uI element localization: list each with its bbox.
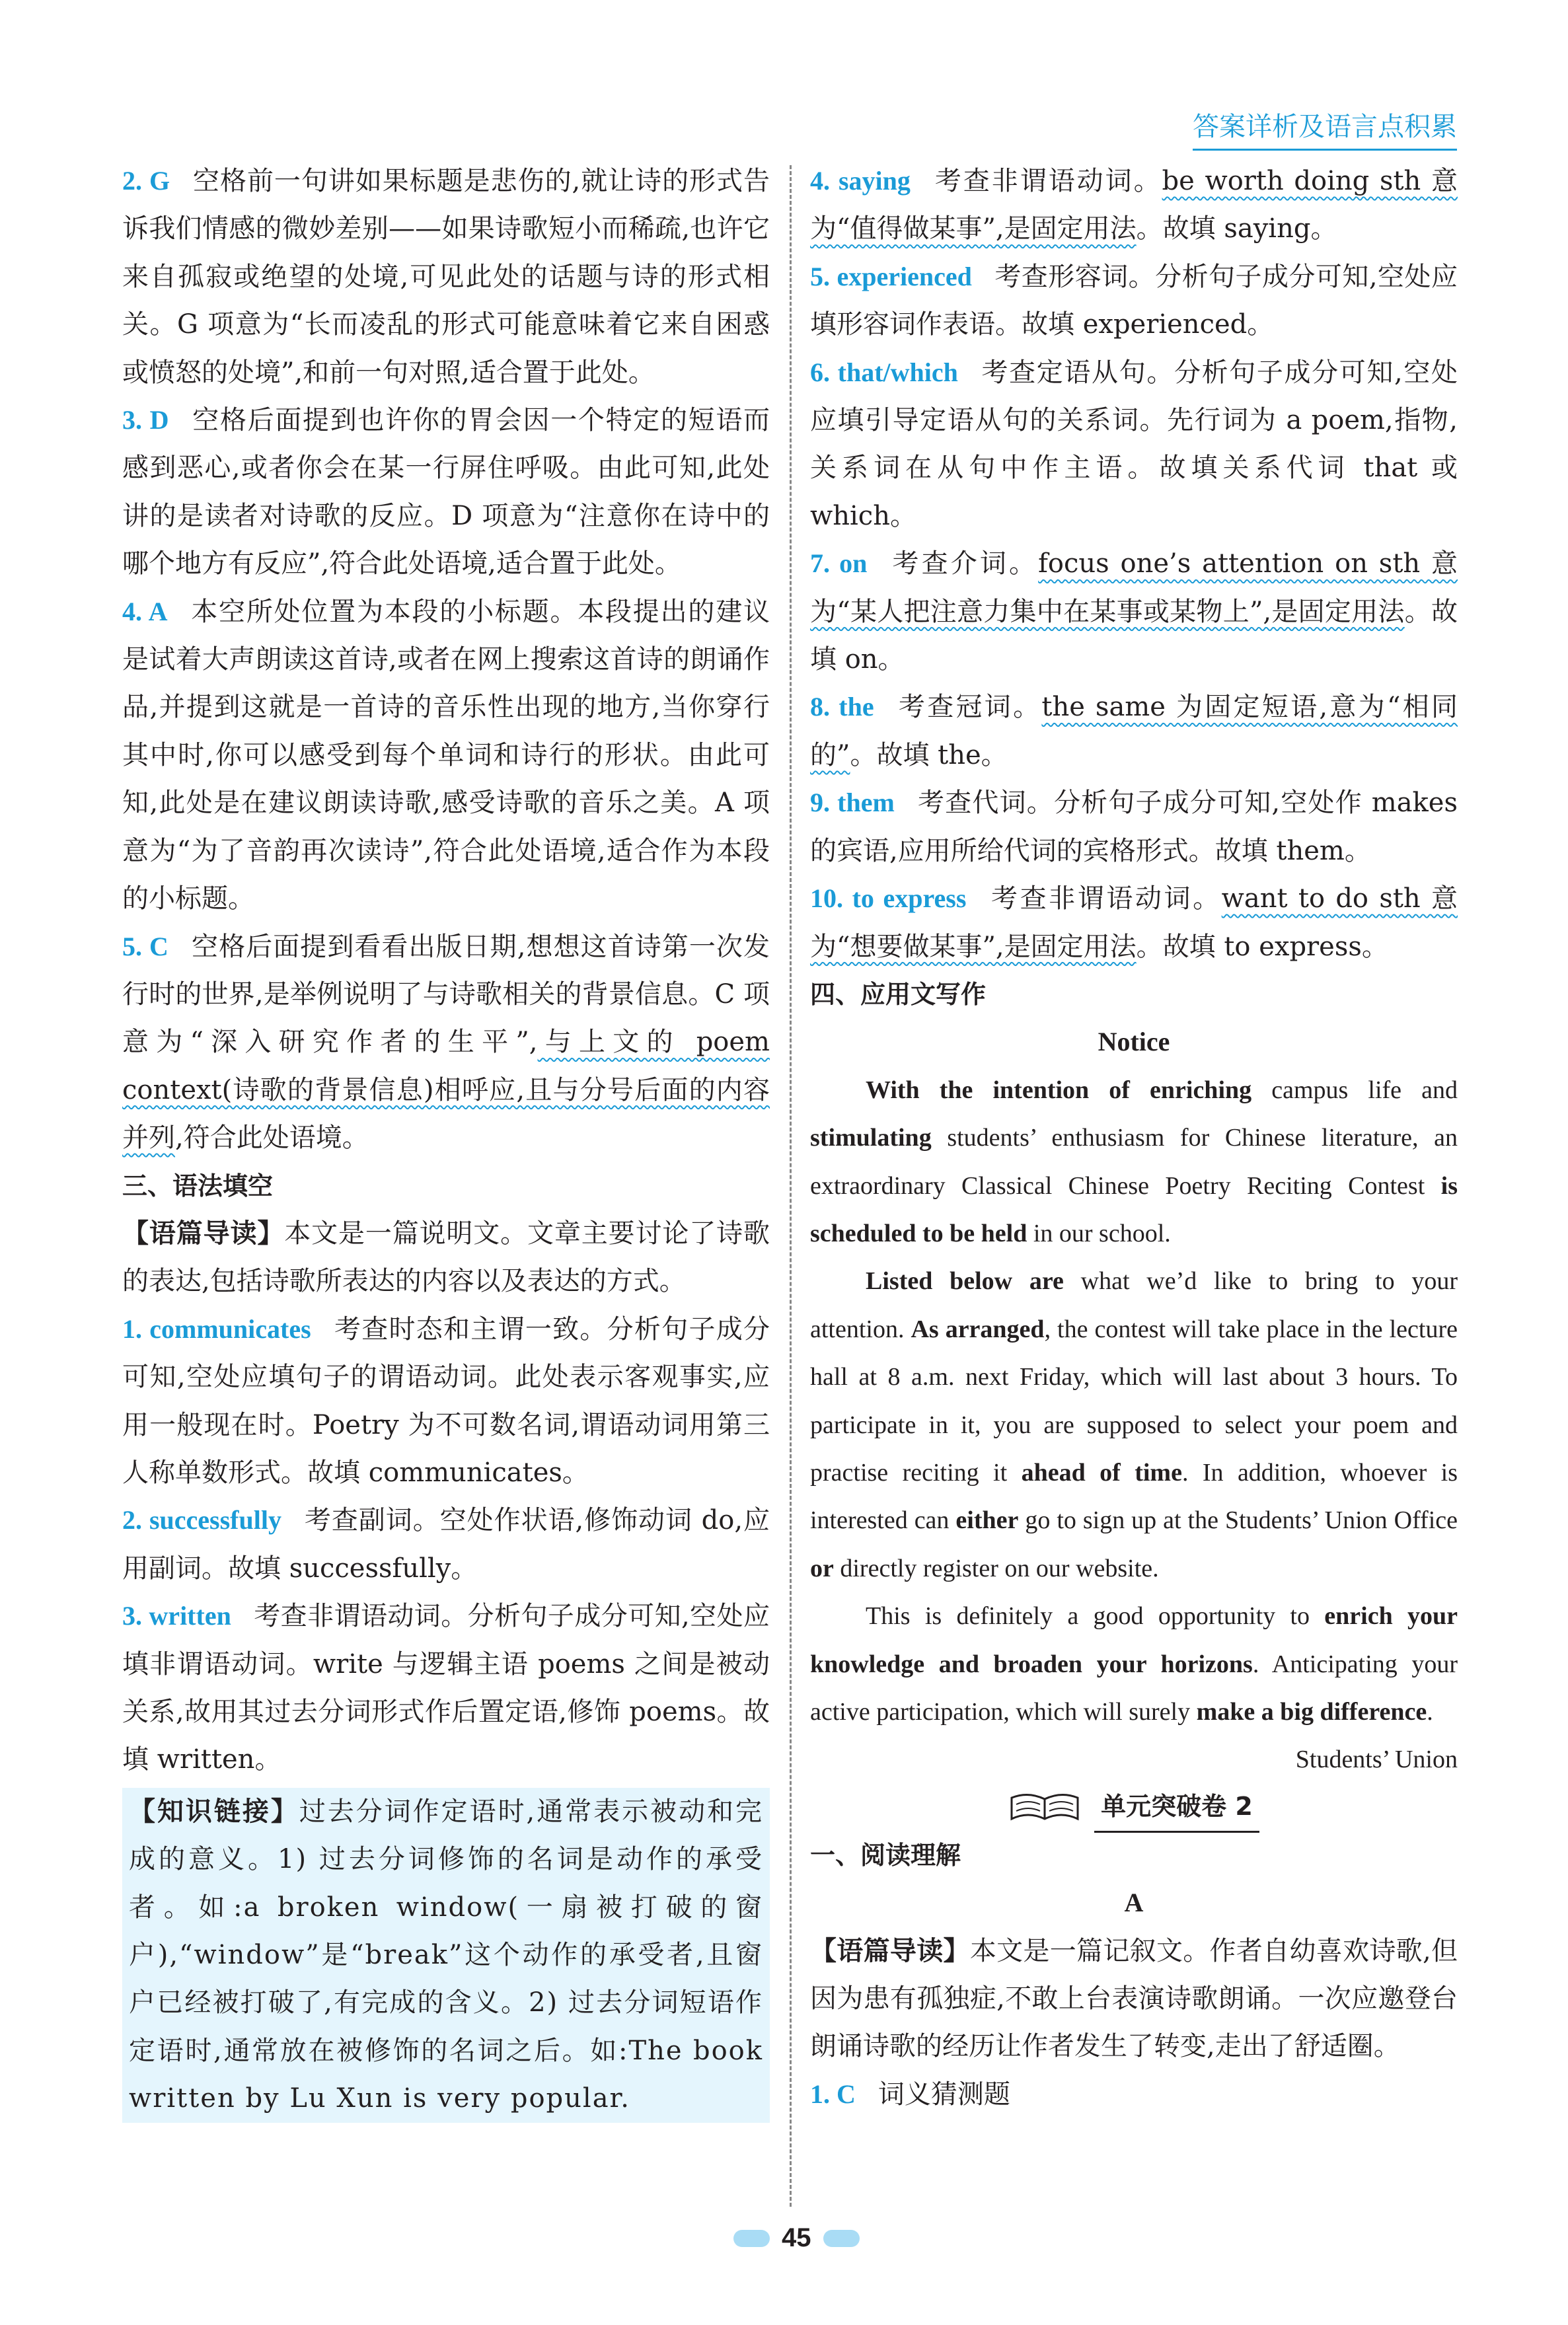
text: 空格后面提到看看出版日期,想想这首诗第一次发行时的世界,是举例说明了与诗歌相关的背景信息。C 项意为“深入研究作者的生平”, xyxy=(122,931,770,1058)
text: 考查冠词。 xyxy=(896,692,1042,723)
answer-label: 4. A xyxy=(122,596,168,626)
text: 。故填 the。 xyxy=(850,739,1008,770)
text: 考查非谓语动词。分析句子成分可知,空处应填非谓语动词。write 与逻辑主语 poems 之间是被动关系,故用其过去分词形式作后置定语,修饰 poems。故填 written。 xyxy=(122,1601,770,1775)
text: 过去分词作定语时,通常表示被动和完成的意义。1) 过去分词修饰的名词是动作的承受者。如:a broken window(一扇被打破的窗户),“window”是“break”这个动作的承受者,且窗户已经被打破了,有完成的含义。2) 过去分词短语作定语时,通常放在被修饰的名词之后。如:The book written by Lu Xun is very popular. xyxy=(129,1796,764,2114)
text: ,符合此处语境。 xyxy=(175,1123,369,1154)
answer-paragraph xyxy=(122,1592,770,1784)
answer-paragraph xyxy=(810,349,1458,540)
text: 词义猜测题 xyxy=(877,2079,1010,2110)
bold-text: enrich your knowledge and broaden your horizons xyxy=(810,1602,1458,1678)
text: 考查形容词。分析句子成分可知,空处应填形容词作表语。故填 experienced。 xyxy=(810,261,1458,340)
underlined-phrase: want to do sth 意为“想要做某事”,是固定用法 xyxy=(810,883,1458,962)
answer-label: 2. successfully xyxy=(122,1505,281,1535)
answer-paragraph xyxy=(122,1306,770,1497)
page-number: 45 xyxy=(782,2223,811,2252)
answer-label: 1. C xyxy=(810,2079,856,2109)
answer-label: 5. C xyxy=(122,931,168,961)
answer-label: 9. them xyxy=(810,788,895,818)
answer-paragraph xyxy=(122,1496,770,1592)
text: directly register on our website. xyxy=(833,1554,1159,1582)
bold-text: ahead of time xyxy=(1021,1458,1182,1487)
text: go to sign up at the Students’ Union Office xyxy=(1018,1506,1458,1535)
text: 。故填 on。 xyxy=(810,596,1458,675)
column-divider xyxy=(790,165,792,2207)
text: 三、语法填空 xyxy=(122,1171,274,1200)
answer-paragraph xyxy=(810,157,1458,253)
answer-label: 8. the xyxy=(810,692,874,722)
answer-label: 10. to express xyxy=(810,883,967,914)
text: 考查非谓语动词。 xyxy=(932,166,1162,196)
text: 空格后面提到也许你的胃会因一个特定的短语而感到恶心,或者你会在某一行屏住呼吸。由此可知,此处讲的是读者对诗歌的反应。D 项意为“注意你在诗中的哪个地方有反应”,符合此处语境,适合置于此处。 xyxy=(122,405,770,579)
essay-paragraph xyxy=(810,1592,1458,1736)
text: . xyxy=(1427,1698,1433,1726)
text: 。故填 saying。 xyxy=(1136,213,1337,244)
bold-text: 【语篇导读】 xyxy=(122,1217,285,1249)
text: This is definitely a good opportunity to xyxy=(866,1602,1325,1631)
answer-paragraph xyxy=(810,779,1458,875)
bold-text: either xyxy=(955,1506,1019,1535)
answer-label: 6. that/which xyxy=(810,357,958,387)
section-heading xyxy=(810,1831,1458,1879)
text: in our school. xyxy=(1027,1219,1171,1247)
essay-paragraph xyxy=(810,1257,1458,1592)
text: 单元突破卷 2 xyxy=(1094,1783,1259,1832)
answer-label: 7. on xyxy=(810,548,868,579)
right-column xyxy=(810,157,1458,2118)
text: 考查时态和主谓一致。分析句子成分可知,空处应填句子的谓语动词。此处表示客观事实,应用一般现在时。Poetry 为不可数名词,谓语动词用第三人称单数形式。故填 communicates。 xyxy=(122,1313,770,1488)
text: , the contest will take place in the lecture hall at 8 a.m. next Friday, which will last about 3 hours. To participate in it, you are supposed to select your poem and practise reciting it xyxy=(810,1315,1458,1487)
answer-label: 2. G xyxy=(122,166,170,196)
page-bar-right xyxy=(823,2230,860,2247)
answer-paragraph xyxy=(122,1210,770,1306)
underlined-phrase: 与上文的 poem context(诗歌的背景信息)相呼应,且与分号后面的内容并列 xyxy=(122,1027,770,1154)
answer-paragraph xyxy=(122,923,770,1162)
answer-label: 4. saying xyxy=(810,166,911,196)
knowledge-link-box xyxy=(122,1788,770,2123)
bold-text: is scheduled to be held xyxy=(810,1171,1458,1247)
text: A xyxy=(1124,1888,1144,1918)
text: 空格前一句讲如果标题是悲伤的,就让诗的形式告诉我们情感的微妙差别——如果诗歌短小而稀疏,也许它来自孤寂或绝望的处境,可见此处的话题与诗的形式相关。G 项意为“长而凌乱的形式可能意味着它来自困惑或愤怒的处境”,和前一句对照,适合置于此处。 xyxy=(122,166,770,388)
centered-title xyxy=(810,1018,1458,1066)
text: 本空所处位置为本段的小标题。本段提出的建议是试着大声朗读这首诗,或者在网上搜索这首诗的朗诵作品,并提到这就是一首诗的音乐性出现的地方,当你穿行其中时,你可以感受到每个单词和诗行的形状。由此可知,此处是在建议朗读诗歌,感受诗歌的音乐之美。A 项意为“为了音韵再次读诗”,符合此处语境,适合作为本段的小标题。 xyxy=(122,596,770,914)
text: 四、应用文写作 xyxy=(810,979,987,1009)
answer-paragraph xyxy=(122,157,770,396)
bold-text: or xyxy=(810,1554,834,1582)
left-column xyxy=(122,157,770,2123)
text: Notice xyxy=(1098,1027,1170,1057)
bold-text: Listed below are xyxy=(866,1267,1064,1296)
page-bar-left xyxy=(733,2230,770,2247)
text: 本文是一篇记叙文。作者自幼喜欢诗歌,但因为患有孤独症,不敢上台表演诗歌朗诵。一次应邀登台朗诵诗歌的经历让作者发生了转变,走出了舒适圈。 xyxy=(810,1935,1458,2062)
bold-text: stimulating xyxy=(810,1124,932,1152)
text: 考查代词。分析句子成分可知,空处作 makes 的宾语,应用所给代词的宾格形式。故填 them。 xyxy=(810,788,1458,866)
text: 本文是一篇说明文。文章主要讨论了诗歌的表达,包括诗歌所表达的内容以及表达的方式。 xyxy=(122,1218,770,1297)
answer-paragraph xyxy=(810,2071,1458,2118)
underlined-phrase: be worth doing sth 意为“值得做某事”,是固定用法 xyxy=(810,166,1458,244)
answer-paragraph xyxy=(810,540,1458,683)
bold-text: As arranged xyxy=(911,1315,1045,1343)
underlined-phrase: the same 为固定短语,意为“相同的” xyxy=(810,692,1458,770)
text: . In addition, whoever is interested can xyxy=(810,1458,1458,1535)
text: Students’ Union xyxy=(1295,1746,1458,1774)
text: 考查定语从句。分析句子成分可知,空处应填引导定语从句的关系词。先行词为 a poem,指物,关系词在从句中作主语。故填关系代词 that 或 which。 xyxy=(810,357,1458,531)
text: 一、阅读理解 xyxy=(810,1840,961,1870)
underlined-phrase: focus one’s attention on sth 意为“某人把注意力集中在某事或某物上”,是固定用法 xyxy=(810,548,1458,627)
answer-paragraph xyxy=(810,1927,1458,2071)
essay-paragraph xyxy=(810,1066,1458,1258)
answer-paragraph xyxy=(810,875,1458,971)
bold-text: 【语篇导读】 xyxy=(810,1935,970,1966)
bold-text: 【知识链接】 xyxy=(129,1795,299,1827)
text: 考查副词。空处作状语,修饰动词 do,应用副词。故填 successfully。 xyxy=(122,1505,770,1584)
text: what we’d like to bring to your attention. xyxy=(810,1267,1458,1343)
text: students’ enthusiasm for Chinese literature, an extraordinary Classical Chinese Poetry Reciting Contest xyxy=(810,1124,1458,1200)
open-book-icon xyxy=(1008,1791,1081,1824)
answer-paragraph xyxy=(122,588,770,923)
text: 。故填 to express。 xyxy=(1136,931,1388,962)
text: campus life and xyxy=(1251,1076,1458,1104)
answer-label: 3. written xyxy=(122,1601,231,1631)
answer-paragraph xyxy=(810,253,1458,349)
answer-paragraph xyxy=(122,396,770,588)
section-heading xyxy=(810,971,1458,1018)
centered-title xyxy=(810,1879,1458,1927)
section-heading xyxy=(122,1162,770,1210)
answer-label: 5. experienced xyxy=(810,261,972,291)
answer-label: 1. communicates xyxy=(122,1313,311,1344)
bold-text: make a big difference xyxy=(1196,1698,1427,1726)
bold-text: With the intention of enriching xyxy=(866,1076,1252,1104)
running-header: 答案详析及语言点积累 xyxy=(1193,106,1457,151)
answer-label: 3. D xyxy=(122,405,169,435)
page-number-area xyxy=(733,2223,860,2253)
answer-paragraph xyxy=(810,683,1458,779)
text: 考查介词。 xyxy=(889,548,1039,579)
unit-banner xyxy=(810,1784,1458,1831)
signature xyxy=(810,1736,1458,1783)
text: . Anticipating your active participation, which will surely xyxy=(810,1650,1458,1726)
text: 考查非谓语动词。 xyxy=(989,883,1222,914)
